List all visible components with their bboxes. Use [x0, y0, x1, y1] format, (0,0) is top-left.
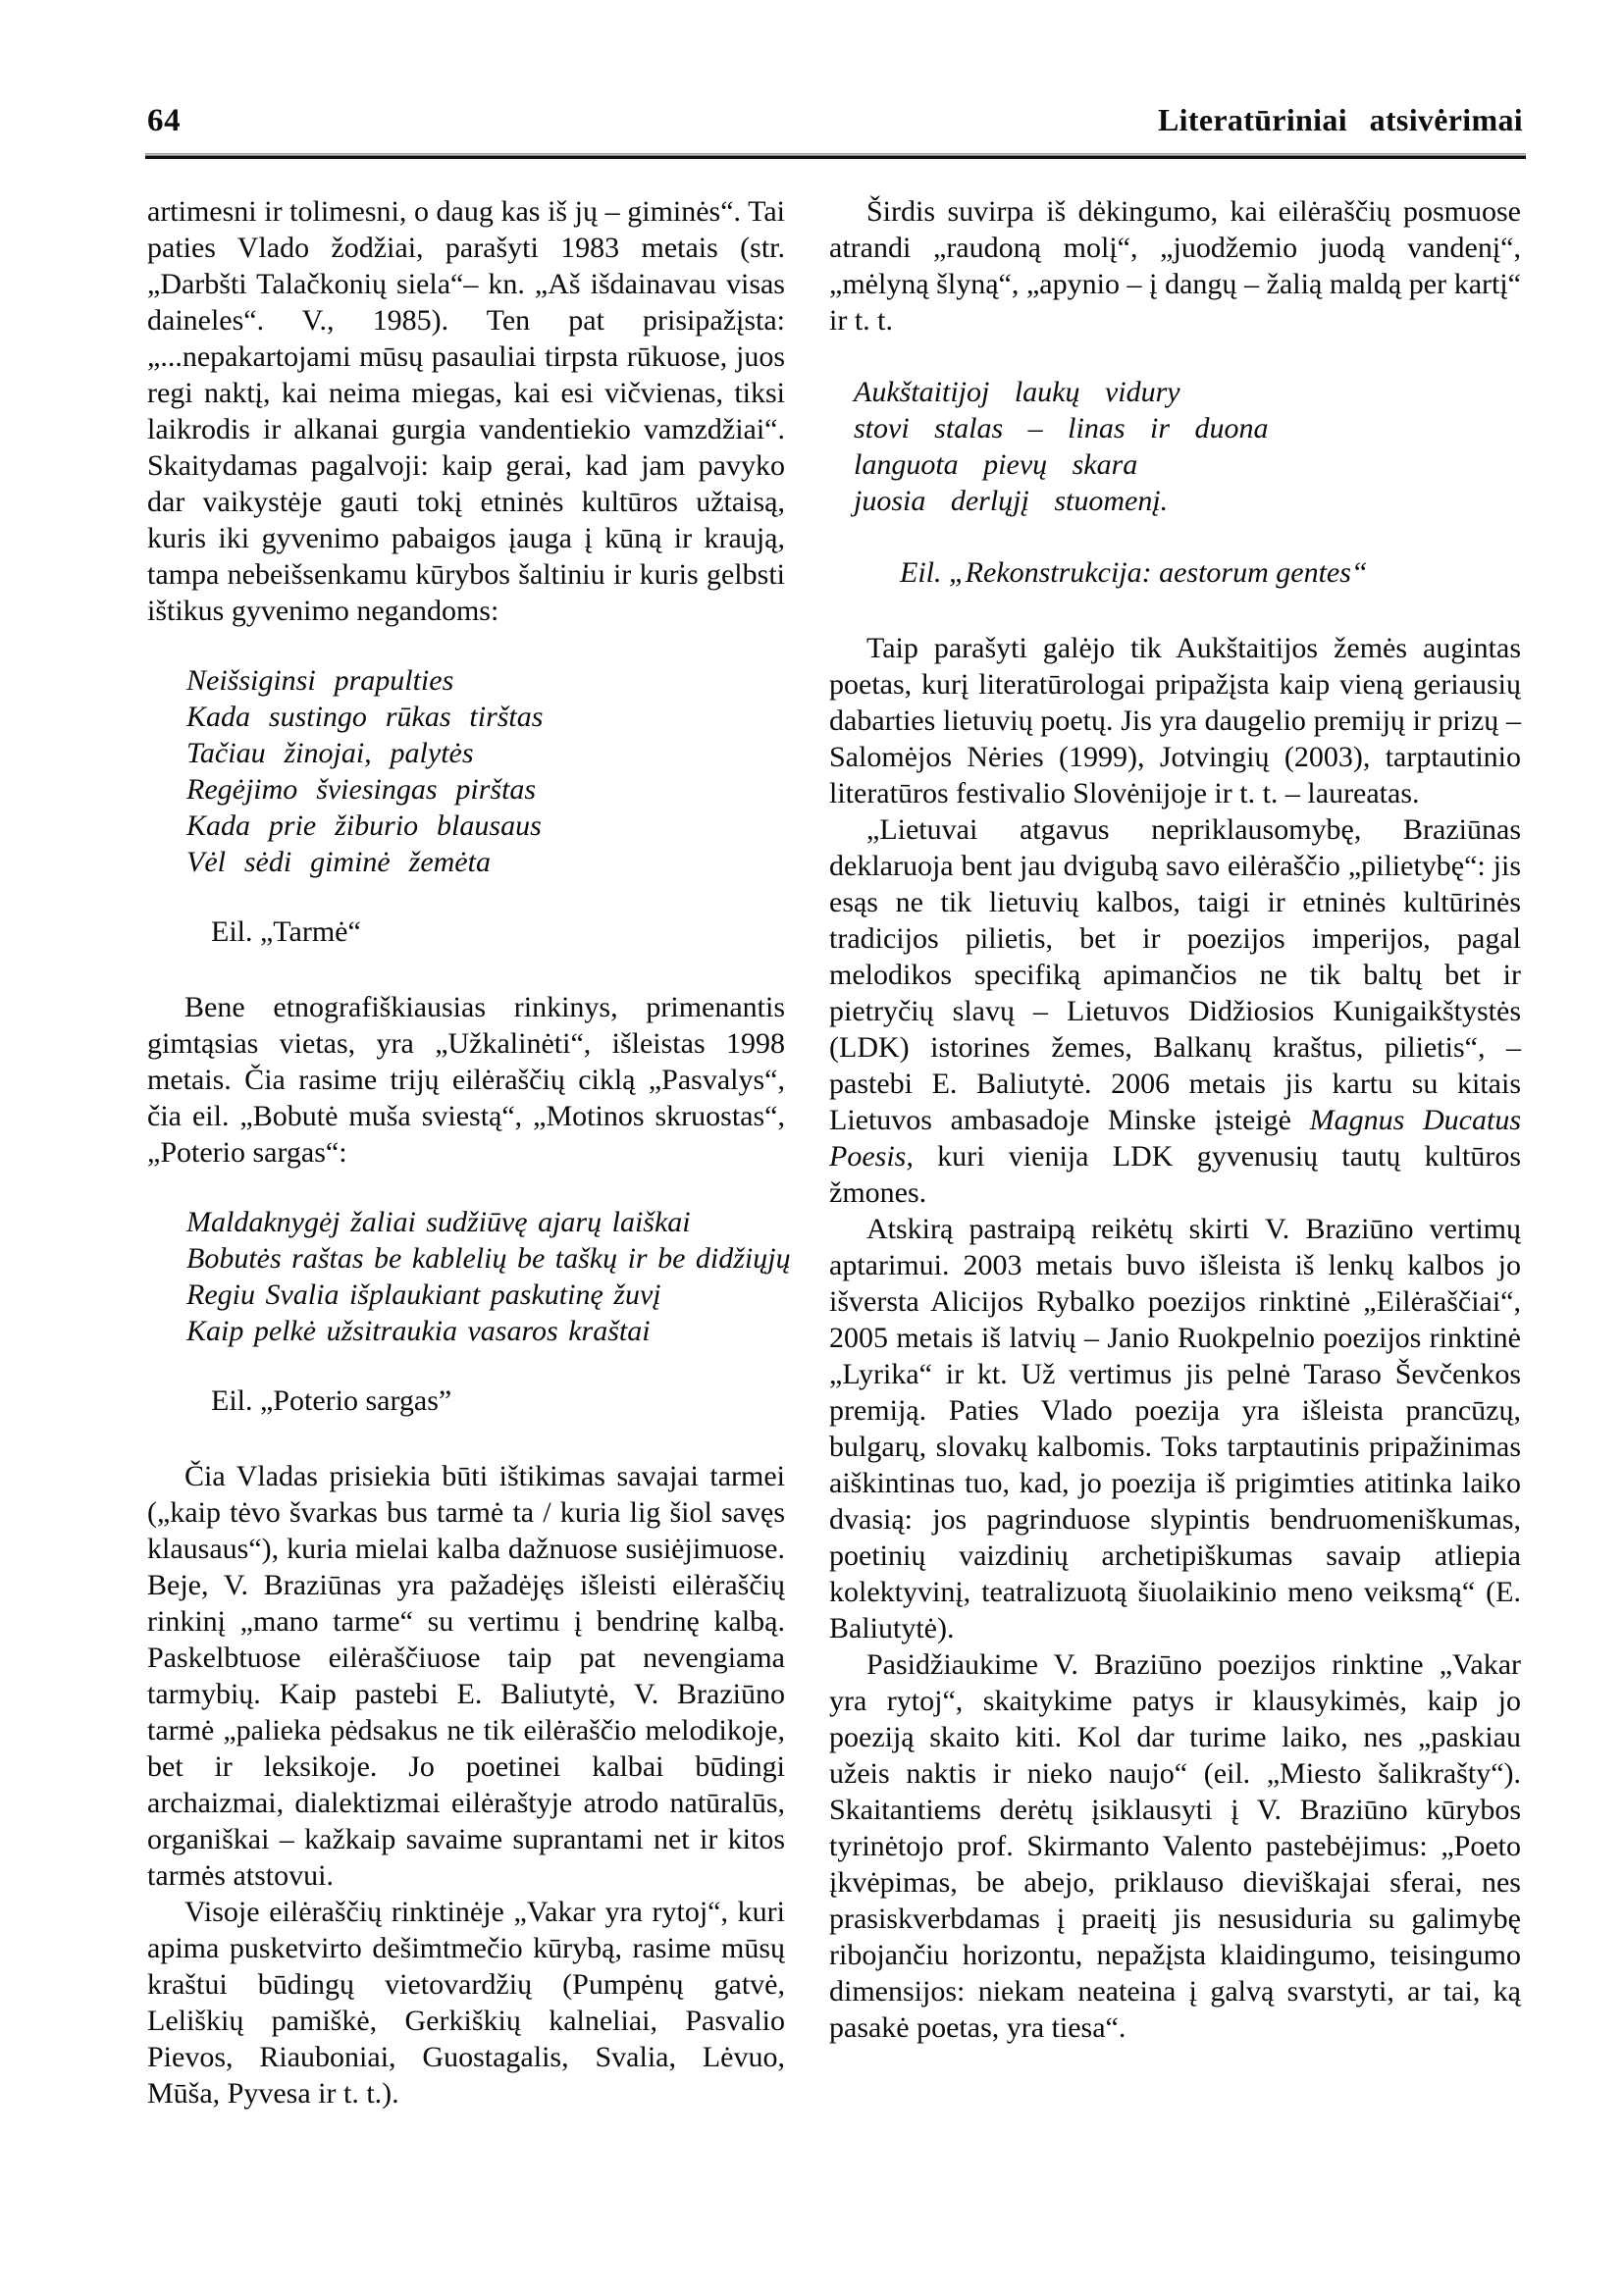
paragraph-text: „Lietuvai atgavus nepriklausomybę, Braziūnas deklaruoja bent jau dvigubą savo eilėraščio „pilietybę“: jis esąs ne tik lietuvių kalbos, taigi ir etninės kultūrinės tradicijos pilietis, bet ir poezijos imperijos, pagal melodikos specifiką apimančios ne tik baltų bet ir pietryčių slavų – Lietuvos Didžiosios Kunigaikštystės (LDK) istorines žemes, Balkanų kraštus, pilietis“, – pastebi E. Baliutytė. 2006 metais jis kartu su kitais Lietuvos ambasadoje Minske įsteigė [829, 813, 1521, 1136]
book-title-italic: Magnus Ducatus Poesis, [829, 1104, 1521, 1173]
poem-line: Aukštaitijoj laukų vidury [854, 376, 1180, 408]
poem-line: Regėjimo šviesingas pirštas [186, 773, 537, 806]
left-column [147, 193, 791, 2112]
paragraph: artimesni ir tolimesni, o daug kas iš jų – giminės“. Tai paties Vlado žodžiai, parašyti 1983 metais (str. „Darbšti Talačkonių siela“– kn. „Aš išdainavau visas daineles“. V., 1985). Ten pat prisipažįsta: „...nepakartojami mūsų pasauliai tirpsta rūkuose, juos regi naktį, kai neima miegas, kai esi vičvienas, tiksi laikrodis ir alkanai gurgia vandentiekio vamzdžiai“. Skaitydamas pagalvoji: kaip gerai, kad jam pavyko dar vaikystėje gauti tokį etninės kultūros užtaisą, kuris iki gyvenimo pabaigos įauga į kūną ir kraują, tampa nebeišsenkamu kūrybos šaltiniu ir kuris gelbsti ištikus gyvenimo negandoms: [147, 195, 785, 627]
poem-line: Kada prie žiburio blausaus [186, 809, 542, 842]
paragraph-text: kuri vienija LDK gyvenusių tautų kultūros žmones. [829, 1140, 1521, 1209]
paragraph: Visoje eilėraščių rinktinėje „Vakar yra rytoj“, kuri apima pusketvirto dešimtmečio kūrybą, rasime mūsų kraštui būdingų vietovardžių (Pumpėnų gatvė, Leliškių pamiškė, Gerkiškių kalneliai, Pasvalio Pievos, Riauboniai, Guostagalis, Svalia, Lėvuo, Mūša, Pyvesa ir t. t.). [147, 1896, 785, 2110]
text-columns [147, 193, 1521, 2112]
paragraph: Pasidžiaukime V. Braziūno poezijos rinktine „Vakar yra rytoj“, skaitykime patys ir klausykimės, kaip jo poeziją skaito kiti. Kol dar turime laiko, nes „paskiau užeis naktis ir nieko naujo“ (eil. „Miesto šalikrašty“). Skaitantiems derėtų įsiklausyti į V. Braziūno kūrybos tyrinėtojo prof. Skirmanto Valento pastebėjimus: „Poeto įkvėpimas, be abejo, priklauso dieviškajai sferai, nes prasiskverbdamas į praeitį jis nesusiduria su galimybę ribojančiu horizontu, nepažįsta klaidingumo, teisingumo dimensijos: niekam neateina į galvą svarstyti, ar tai, ką pasakė poetas, yra tiesa“. [829, 1648, 1521, 2044]
poem-stanza [186, 662, 785, 880]
poem-line: languota pievų skara [854, 448, 1138, 481]
poem-line: Maldaknygėj žaliai sudžiūvę ajarų laiškai [186, 1206, 691, 1238]
poem-stanza [854, 374, 1521, 519]
paragraph [829, 811, 1521, 1211]
page-number: 64 [147, 103, 182, 138]
poem-line: juosia derlųjį stuomenį. [854, 485, 1169, 517]
poem-line: Vėl sėdi giminė žemėta [186, 846, 491, 878]
poem-line: Bobutės raštas be kablelių be taškų ir be didžiųjų [186, 1242, 791, 1275]
poem-line: Kaip pelkė užsitraukia vasaros kraštai [186, 1315, 651, 1347]
paragraph: Taip parašyti galėjo tik Aukštaitijos žemės augintas poetas, kurį literatūrologai pripažįsta kaip vieną geriausių dabarties lietuvių poetų. Jis yra daugelio premijų ir prizų – Salomėjos Nėries (1999), Jotvingių (2003), tarptautinio literatūros festivalio Slovėnijoje ir t. t. – laureatas. [829, 632, 1521, 809]
poem-line: Tačiau žinojai, palytės [186, 737, 474, 769]
poem-line: stovi stalas – linas ir duona [854, 412, 1269, 444]
poem-attribution: Eil. „Rekonstrukcija: aestorum gentes“ [900, 556, 1368, 589]
running-head-title: Literatūriniai atsivėrimai [1158, 102, 1523, 137]
paragraph: Širdis suvirpa iš dėkingumo, kai eilėraščių posmuose atrandi „raudoną molį“, „juodžemio juodą vandenį“, „mėlyną šlyną“, „apynio – į dangų – žalią maldą per kartį“ ir t. t. [829, 195, 1521, 337]
paragraph: Čia Vladas prisiekia būti ištikimas savajai tarmei („kaip tėvo švarkas bus tarmė ta / kuria lig šiol savęs klausaus“), kuria mielai kalba dažnuose susiėjimuose. Beje, V. Braziūnas yra pažadėjęs išleisti eilėraščių rinkinį „mano tarme“ su vertimu į bendrinę kalbą. Paskelbtuose eilėraščiuose taip pat nevengiama tarmybių. Kaip pastebi E. Baliutytė, V. Braziūno tarmė „palieka pėdsakus ne tik eilėraščio melodikoje, bet ir leksikoje. Jo poetinei kalbai būdingi archaizmai, dialektizmai eilėraštyje atrodo natūralūs, organiškai – kažkaip savaime suprantami net ir kitos tarmės atstovui. [147, 1460, 785, 1892]
poem-line: Regiu Svalia išplaukiant paskutinę žuvį [186, 1278, 661, 1311]
running-header [147, 102, 1523, 139]
poem-line: Neišsiginsi prapulties [186, 664, 454, 697]
poem-attribution: Eil. „Poterio sargas” [211, 1384, 452, 1417]
poem-line: Kada sustingo rūkas tirštas [186, 701, 544, 733]
header-rule [145, 153, 1526, 159]
poem-attribution: Eil. „Tarmė“ [211, 915, 361, 948]
poem-stanza [186, 1204, 791, 1349]
paragraph: Bene etnografiškiausias rinkinys, primenantis gimtąsias vietas, yra „Užkalinėti“, išleistas 1998 metais. Čia rasime trijų eilėraščių ciklą „Pasvalys“, čia eil. „Bobutė muša sviestą“, „Motinos skruostas“, „Poterio sargas“: [147, 991, 785, 1169]
paragraph: Atskirą pastraipą reikėtų skirti V. Braziūno vertimų aptarimui. 2003 metais buvo išleista iš lenkų kalbos jo išversta Alicijos Rybalko poezijos rinktinė „Eilėraščiai“, 2005 metais iš latvių – Janio Ruokpelnio poezijos rinktinė „Lyrika“ ir kt. Už vertimus jis pelnė Taraso Ševčenkos premiją. Paties Vlado poezija yra išleista prancūzų, bulgarų, slovakų kalbomis. Toks tarptautinis pripažinimas aiškintinas tuo, kad, jo poezija iš prigimties atitinka laiko dvasią: jos pagrinduose slypintis bendruomeniškumas, poetinių vaizdinių archetipiškumas savaip atliepia kolektyvinį, teatralizuotą šiuolaikinio meno veiksmą“ (E. Baliutytė). [829, 1213, 1521, 1644]
right-column [829, 193, 1521, 2112]
